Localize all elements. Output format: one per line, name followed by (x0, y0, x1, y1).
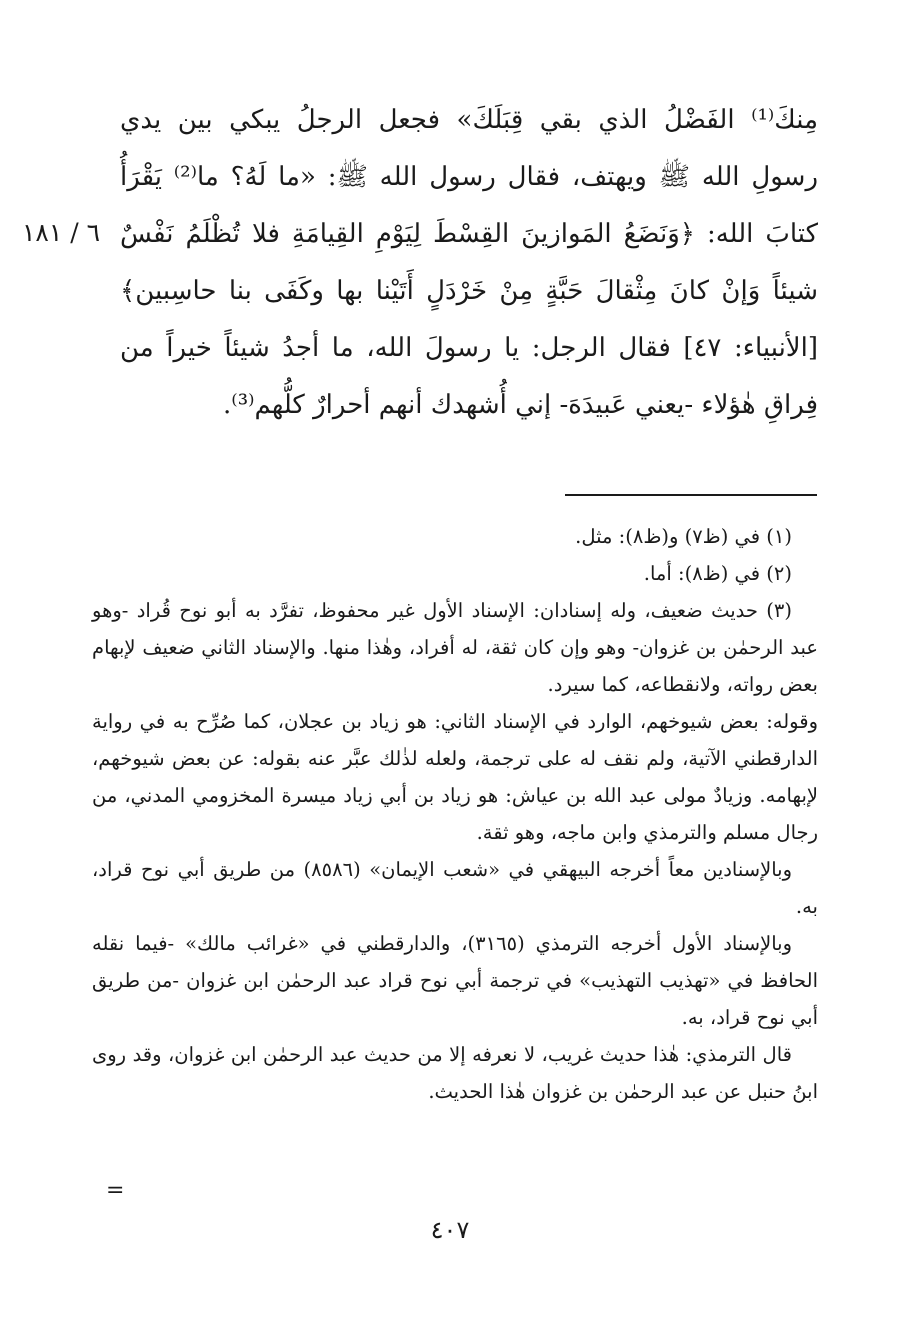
footnote-separator (565, 494, 817, 496)
main-paragraph: مِنكَ⁽¹⁾ الفَضْلُ الذي بقي قِبَلَكَ» فجعل الرجلُ يبكي بين يدي رسولِ الله ﷺ ويهتف، فقال رسول الله ﷺ: «ما لَهُ؟ ما⁽²⁾ يَقْرَأُ كتابَ الله: ﴿وَنَضَعُ المَوازينَ القِسْطَ لِيَوْمِ القِيامَةِ فلا تُظْلَمُ نَفْسٌ شيئاً وَإنْ كانَ مِثْقالَ حَبَّةٍ مِنْ خَرْدَلٍ أَتَيْنا بها وكَفَى بنا حاسِبين﴾ [الأنبياء: ٤٧] فقال الرجل: يا رسولَ الله، ما أجدُ شيئاً خيراً من فِراقِ هٰؤلاء -يعني عَبيدَهَ- إني أُشهدك أنهم أحرارٌ كلُّهم⁽³⁾. (120, 105, 819, 420)
footnote-3-continuation: وقوله: بعض شيوخهم، الوارد في الإسناد الثاني: هو زياد بن عجلان، كما صُرِّح به في رواية الدارقطني الآتية، ولم نقف له على ترجمة، ولعله لذٰلك عبَّر عنه بقوله: عن بعض شيوخهم، لإبهامه. وزيادٌ مولى عبد الله بن عياش: هو زياد بن أبي زياد ميسرة المخزومي المدني، من رجال مسلم والترمذي وابن ماجه، وهو ثقة. (92, 710, 818, 844)
main-text-block (120, 92, 818, 434)
continuation-mark: = (106, 1178, 125, 1203)
footnote-3: (٣) حديث ضعيف، وله إسنادان: الإسناد الأول غير محفوظ، تفرَّد به أبو نوح قُراد -وهو عبد الرحمٰن بن غزوان- وهو وإن كان ثقة، له أفراد، وهٰذا منها. والإسناد الثاني ضعيف لإبهام بعض رواته، ولانقطاعه، كما سيرد. (92, 599, 818, 696)
footnotes-block (92, 518, 818, 1110)
footnote-3-bayhaqi: وبالإسنادين معاً أخرجه البيهقي في «شعب الإيمان» (٨٥٨٦) من طريق أبي نوح قراد، به. (92, 858, 818, 918)
footnote-3-tirmidhi: وبالإسناد الأول أخرجه الترمذي (٣١٦٥)، والدارقطني في «غرائب مالك» -فيما نقله الحافظ في «تهذيب التهذيب» في ترجمة أبي نوح قراد عبد الرحمٰن ابن غزوان -من طريق أبي نوح قراد، به. (92, 932, 818, 1029)
page-number: ٤٠٧ (430, 1216, 470, 1244)
footnote-3-tirmidhi-comment: قال الترمذي: هٰذا حديث غريب، لا نعرفه إلا من حديث عبد الرحمٰن ابن غزوان، وقد روى ابنُ حنبل عن عبد الرحمٰن بن غزوان هٰذا الحديث. (92, 1043, 818, 1103)
margin-reference: ٦ / ١٨١ (22, 218, 101, 247)
footnote-2: (٢) في (ظ٨): أما. (643, 562, 792, 585)
footnote-1: (١) في (ظ٧) و(ظ٨): مثل. (575, 525, 792, 548)
